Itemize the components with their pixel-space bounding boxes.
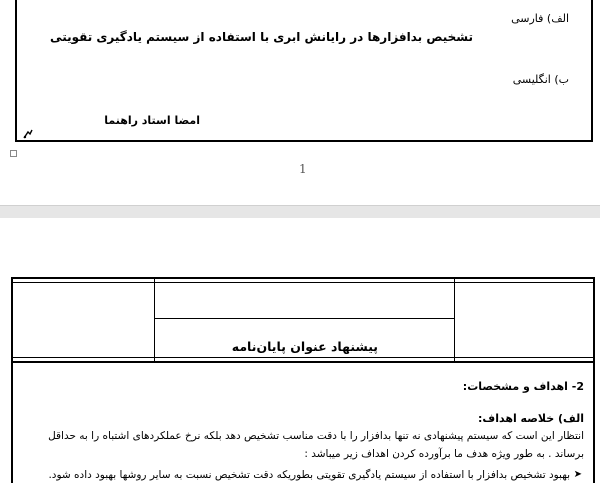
page-number: 1 xyxy=(299,162,307,176)
table-divider-horizontal xyxy=(154,318,455,319)
table-resize-handle[interactable] xyxy=(10,150,17,157)
paragraph-line-1: انتظار این است که سیستم پیشنهادی نه تنها بدافزار را با دقت مناسب تشخیص دهد بلکه نرخ عملکردهای اشتباه را به حداقل xyxy=(48,430,584,442)
goals-summary-heading: الف) خلاصه اهداف: xyxy=(478,412,584,425)
table-divider-right xyxy=(454,279,455,361)
english-title-label: ب) انگلیسی xyxy=(512,73,569,86)
persian-title-label: الف) فارسی xyxy=(511,12,569,25)
thesis-title-persian: تشخیص بدافزارها در رایانش ابری با استفاده از سیستم یادگیری تقویتی xyxy=(50,30,473,44)
paragraph-line-2: برساند . به طور ویژه هدف ما برآورده کردن اهداف زیر میباشد : xyxy=(304,448,584,460)
bullet-item-1: بهبود تشخیص بدافزار با استفاده از سیستم یادگیری تقویتی بطوریکه دقت تشخیص نسبت به سایر روشها بهبود داده شود. xyxy=(48,469,570,481)
text-anchor-icon xyxy=(22,128,34,140)
table-bottom-double-line xyxy=(13,357,593,361)
proposal-title-heading: پیشنهاد عنوان پایان‌نامه xyxy=(231,339,378,354)
bullet-arrow-icon: ➤ xyxy=(573,469,582,480)
document-page-1 xyxy=(0,0,600,205)
page-border-frame xyxy=(15,0,593,142)
section-goals-heading: 2- اهداف و مشخصات: xyxy=(462,380,584,393)
page-separator xyxy=(0,205,600,219)
advisor-signature-label: امضا استاد راهنما xyxy=(104,114,200,127)
table-top-double-line xyxy=(13,279,593,283)
table-divider-left xyxy=(154,279,155,361)
